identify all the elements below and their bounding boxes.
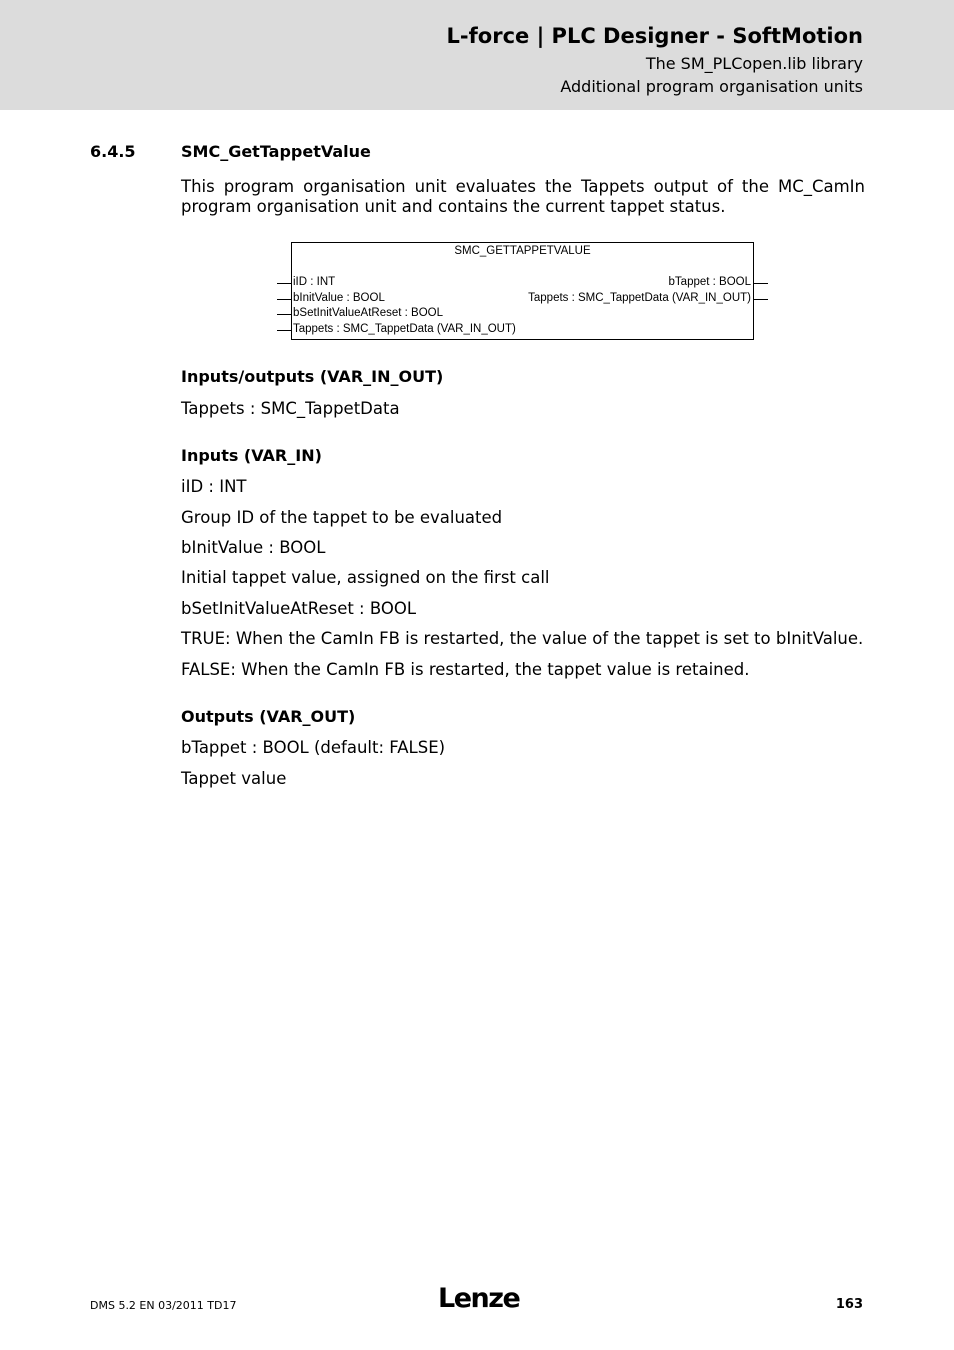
input-pin-iid: iID : INT [293,276,336,288]
input-pin-binitvalue: bInitValue : BOOL [293,292,385,304]
input-iid: iID : INT [181,477,247,496]
inputs-heading: Inputs (VAR_IN) [181,446,322,465]
input-false-description: FALSE: When the CamIn FB is restarted, the tappet value is retained. [181,660,750,679]
output-pin-tappets: Tappets : SMC_TappetData (VAR_IN_OUT) [528,292,751,304]
lenze-logo: Lenze [438,1283,520,1314]
page-number: 163 [835,1297,863,1312]
input-connector-line [277,314,291,315]
function-block-box [291,242,754,340]
intro-paragraph: This program organisation unit evaluates the Tappets output of the MC_CamIn program organisation unit and contains the current tappet status. [181,177,865,216]
input-pin-bsetinitvalueatreset: bSetInitValueAtReset : BOOL [293,307,444,319]
output-connector-line [754,299,768,300]
output-pin-btappet: bTappet : BOOL [668,276,751,288]
input-true-description: TRUE: When the CamIn FB is restarted, the value of the tappet is set to bInitValue. [181,629,864,648]
input-iid-description: Group ID of the tappet to be evaluated [181,508,503,527]
in-out-heading: Inputs/outputs (VAR_IN_OUT) [181,367,444,386]
section-number: 6.4.5 [90,142,136,161]
function-block-name: SMC_GETTAPPETVALUE [454,245,591,257]
in-out-tappets: Tappets : SMC_TappetData [181,399,400,418]
input-binitvalue-description: Initial tappet value, assigned on the first call [181,568,550,587]
input-connector-line [277,299,291,300]
output-btappet: bTappet : BOOL (default: FALSE) [181,738,446,757]
input-connector-line [277,330,291,331]
page-header [0,0,954,110]
output-connector-line [754,283,768,284]
outputs-heading: Outputs (VAR_OUT) [181,707,356,726]
input-connector-line [277,283,291,284]
document-reference: DMS 5.2 EN 03/2011 TD17 [90,1299,237,1312]
input-bsetinitvalueatreset: bSetInitValueAtReset : BOOL [181,599,417,618]
input-pin-tappets: Tappets : SMC_TappetData (VAR_IN_OUT) [293,323,516,335]
document-title: L-force | PLC Designer - SoftMotion [446,24,863,48]
input-binitvalue: bInitValue : BOOL [181,538,326,557]
section-subtitle: Additional program organisation units [560,77,863,96]
section-title: SMC_GetTappetValue [181,142,371,161]
chapter-subtitle: The SM_PLCopen.lib library [645,54,863,73]
output-btappet-description: Tappet value [181,769,287,788]
